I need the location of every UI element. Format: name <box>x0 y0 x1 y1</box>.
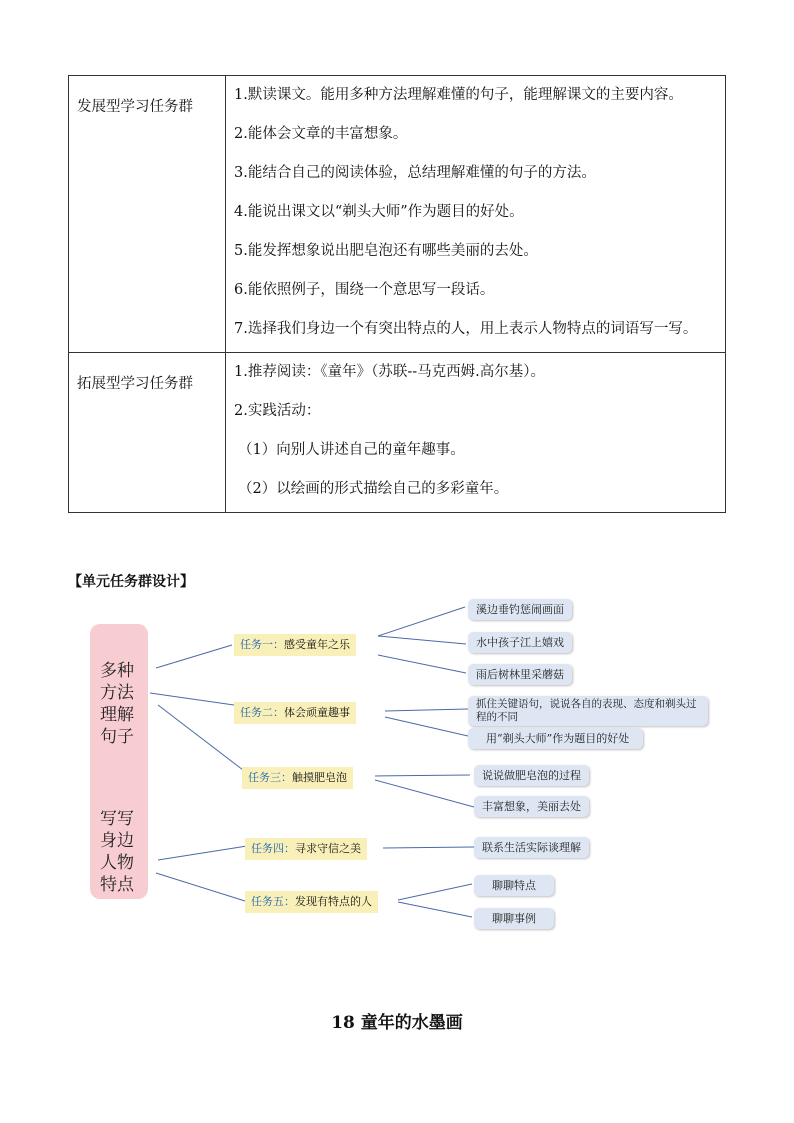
list-item: 1.默读课文。能用多种方法理解难懂的句子，能理解课文的主要内容。 <box>234 87 683 103</box>
task-text: 触摸肥皂泡 <box>292 771 347 784</box>
goal-line: 方法 <box>100 683 134 703</box>
connector-line <box>385 709 468 711</box>
task-number: 任务三： <box>248 771 292 784</box>
connector-line <box>378 607 465 636</box>
connector-line <box>375 780 474 807</box>
connector-line <box>150 693 234 705</box>
leaf-node: 抓住关键语句，说说各自的表现、态度和剃头过程的不同 <box>468 696 708 726</box>
leaf-node: 联系生活实际谈理解 <box>474 837 589 858</box>
connector-line <box>398 884 472 900</box>
list-item: 2.实践活动： <box>234 403 321 419</box>
connector-line <box>378 655 466 673</box>
leaf-node: 说说做肥皂泡的过程 <box>474 765 589 786</box>
connector-line <box>375 775 470 776</box>
goal-line: 理解 <box>100 705 134 725</box>
task-text: 感受童年之乐 <box>284 638 350 651</box>
task-four-box <box>245 838 367 860</box>
task-text: 体会顽童趣事 <box>284 706 350 719</box>
goal-two <box>100 808 144 896</box>
list-item: 5.能发挥想象说出肥皂泡还有哪些美丽的去处。 <box>234 243 538 259</box>
list-item: 3.能结合自己的阅读体验，总结理解难懂的句子的方法。 <box>234 165 596 181</box>
list-item: （2）以绘画的形式描绘自己的多彩童年。 <box>238 481 509 497</box>
goal-one <box>100 660 144 748</box>
list-item: 7.选择我们身边一个有突出特点的人，用上表示人物特点的词语写一写。 <box>234 321 698 337</box>
goal-line: 人物 <box>100 853 134 873</box>
connector-line <box>158 846 247 860</box>
task-two-box <box>234 702 356 724</box>
leaf-node: 聊聊特点 <box>474 875 554 896</box>
list-item: 2.能体会文章的丰富想象。 <box>234 126 408 142</box>
goal-line: 多种 <box>100 661 134 681</box>
leaf-node: 水中孩子江上嬉戏 <box>468 632 572 653</box>
leaf-node: 溪边垂钓惩闹画面 <box>468 599 572 620</box>
lesson-title: 18 童年的水墨画 <box>331 1013 463 1033</box>
task-text: 发现有特点的人 <box>295 895 372 908</box>
list-item: 4.能说出课文以“剃头大师”作为题目的好处。 <box>234 204 524 220</box>
connector-line <box>156 873 245 901</box>
task-text: 寻求守信之美 <box>295 842 361 855</box>
task-number: 任务五： <box>251 895 295 908</box>
category-cell: 发展型学习任务群 <box>69 76 226 353</box>
leaf-node: 雨后树林里采蘑菇 <box>468 664 572 685</box>
task-number: 任务二： <box>240 706 284 719</box>
task-three-box <box>242 767 353 789</box>
category-cell: 拓展型学习任务群 <box>69 353 226 513</box>
connector-line <box>398 902 472 917</box>
task-one-box <box>234 634 356 656</box>
goal-line: 句子 <box>100 727 134 747</box>
connector-line <box>385 717 468 736</box>
section-title: 【单元任务群设计】 <box>68 574 194 590</box>
connector-line <box>378 636 466 644</box>
goal-line: 身边 <box>100 831 134 851</box>
connector-line <box>383 847 474 848</box>
list-item: （1）向别人讲述自己的童年趣事。 <box>238 442 465 458</box>
leaf-node: 聊聊事例 <box>474 908 554 929</box>
task-number: 任务一： <box>240 638 284 651</box>
list-item: 6.能依照例子，围绕一个意思写一段话。 <box>234 282 495 298</box>
task-five-box <box>245 891 378 913</box>
leaf-node: 用“剃头大师”作为题目的好处 <box>468 728 643 749</box>
task-number: 任务四： <box>251 842 295 855</box>
goal-line: 特点 <box>100 875 134 895</box>
connector-line <box>156 645 232 668</box>
list-item: 1.推荐阅读：《童年》（苏联--马克西姆.高尔基）。 <box>234 364 545 380</box>
connector-line <box>158 705 243 770</box>
goal-line: 写写 <box>100 809 134 829</box>
leaf-node: 丰富想象，美丽去处 <box>474 796 589 817</box>
